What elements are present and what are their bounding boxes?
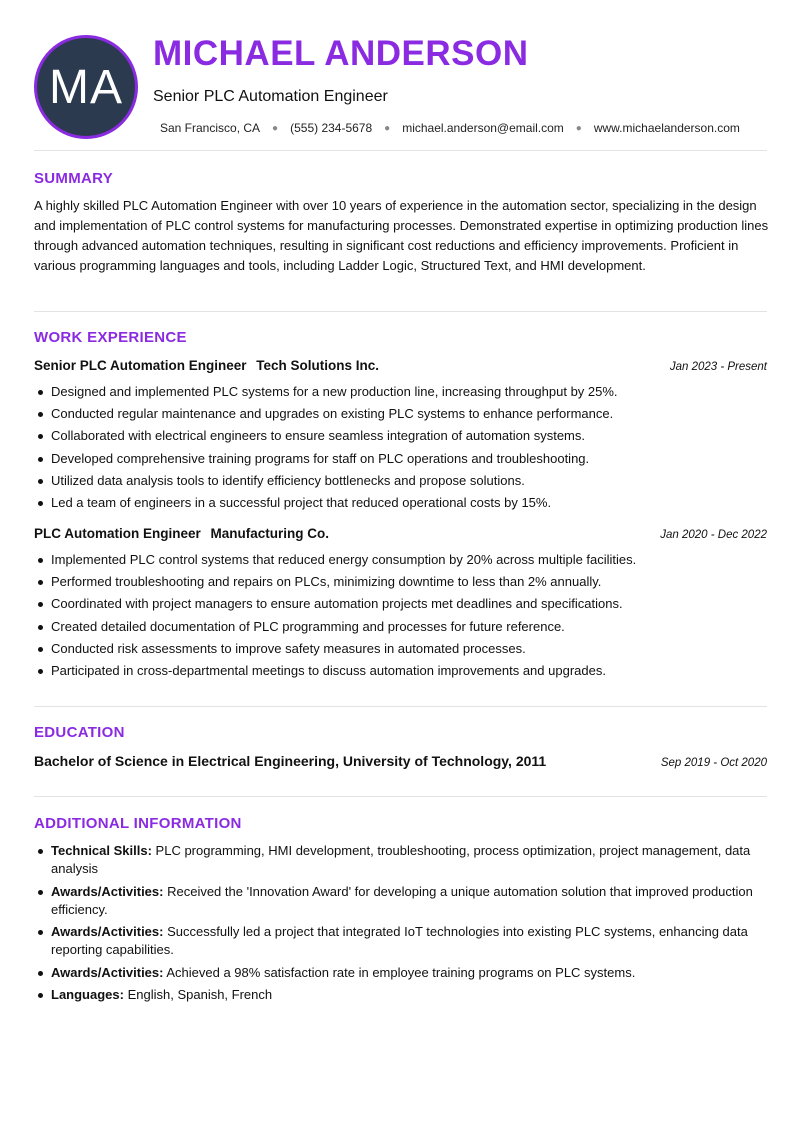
separator-dot-icon: ● [384, 122, 391, 134]
info-label: Technical Skills: [51, 843, 152, 858]
list-item: Designed and implemented PLC systems for a new production line, increasing throughput by 25%. [34, 381, 767, 403]
education-heading: EDUCATION [34, 724, 125, 741]
list-item: Coordinated with project managers to ensure automation projects met deadlines and specifications. [34, 593, 767, 615]
info-label: Awards/Activities: [51, 883, 164, 899]
list-item: Participated in cross-departmental meetings to discuss automation improvements and upgrades. [34, 660, 767, 682]
education-row [34, 753, 767, 769]
additional-info-list [34, 842, 767, 1009]
job-company: Tech Solutions Inc. [256, 358, 380, 373]
summary-text: A highly skilled PLC Automation Engineer with over 10 years of experience in the automation sector, specializing in the design and implementation of PLC control systems for manufacturing processes. Demonstrated expertise in optimizing production lines through advanced automation techniques, resulting in significant cost reductions and efficiency improvements. Proficient in various programming languages and tools, including Ladder Logic, Structured Text, and HMI development. [34, 198, 769, 273]
contact-row [160, 121, 740, 135]
education-dates: Sep 2019 - Oct 2020 [660, 757, 767, 769]
list-item: Implemented PLC control systems that reduced energy consumption by 20% across multiple facilities. [34, 549, 767, 571]
divider [34, 796, 767, 797]
list-item: Performed troubleshooting and repairs on PLCs, minimizing downtime to less than 2% annually. [34, 571, 767, 593]
info-text: PLC programming, HMI development, troubleshooting, process optimization, project management, data analysis [51, 843, 751, 876]
job-bullets [34, 549, 767, 682]
contact-email[interactable]: michael.anderson@email.com [402, 121, 564, 135]
candidate-name: MICHAEL ANDERSON [153, 34, 529, 73]
separator-dot-icon: ● [272, 122, 279, 134]
contact-location: San Francisco, CA [160, 121, 261, 135]
list-item: Conducted risk assessments to improve safety measures in automated processes. [34, 638, 767, 660]
list-item [34, 964, 767, 982]
job-dates: Jan 2020 - Dec 2022 [660, 529, 767, 541]
list-item: Created detailed documentation of PLC programming and processes for future reference. [34, 616, 767, 638]
list-item [34, 842, 767, 878]
info-text: Received the 'Innovation Award' for developing a unique automation solution that improved production efficiency. [51, 883, 753, 917]
work-experience-heading: WORK EXPERIENCE [34, 329, 187, 346]
info-text: Successfully led a project that integrated IoT technologies into existing PLC systems, enhancing data reporting capabilities. [51, 924, 748, 957]
additional-info-heading: ADDITIONAL INFORMATION [34, 815, 242, 832]
info-label: Awards/Activities: [51, 924, 164, 939]
list-item: Conducted regular maintenance and upgrades on existing PLC systems to enhance performance. [34, 403, 767, 425]
job-dates: Jan 2023 - Present [669, 361, 767, 373]
list-item [34, 883, 767, 919]
list-item: Utilized data analysis tools to identify efficiency bottlenecks and propose solutions. [34, 470, 767, 492]
avatar [34, 35, 138, 139]
contact-phone: (555) 234-5678 [290, 121, 373, 135]
job-company: Manufacturing Co. [210, 526, 330, 541]
job-role: Senior PLC Automation Engineer [153, 88, 388, 105]
list-item: Developed comprehensive training programs for staff on PLC operations and troubleshooting. [34, 448, 767, 470]
job-bullets [34, 381, 767, 514]
list-item [34, 986, 767, 1004]
job-header [34, 526, 767, 541]
avatar-initials: MA [49, 60, 123, 114]
divider [34, 706, 767, 707]
info-label: Awards/Activities: [51, 964, 164, 980]
list-item: Led a team of engineers in a successful project that reduced operational costs by 15%. [34, 492, 767, 514]
divider [34, 150, 767, 151]
education-degree: Bachelor of Science in Electrical Engineering, University of Technology, 2011 [34, 753, 547, 769]
separator-dot-icon: ● [575, 122, 582, 134]
info-text: Achieved a 98% satisfaction rate in employee training programs on PLC systems. [166, 964, 636, 980]
contact-website[interactable]: www.michaelanderson.com [593, 121, 740, 135]
info-label: Languages: [51, 987, 124, 1002]
job-title: Senior PLC Automation Engineer [34, 358, 247, 373]
job-header [34, 358, 767, 373]
summary-heading: SUMMARY [34, 170, 114, 187]
info-text: English, Spanish, French [127, 987, 273, 1002]
list-item [34, 923, 767, 959]
job-title: PLC Automation Engineer [34, 526, 201, 541]
list-item: Collaborated with electrical engineers to ensure seamless integration of automation systems. [34, 425, 767, 447]
divider [34, 311, 767, 312]
